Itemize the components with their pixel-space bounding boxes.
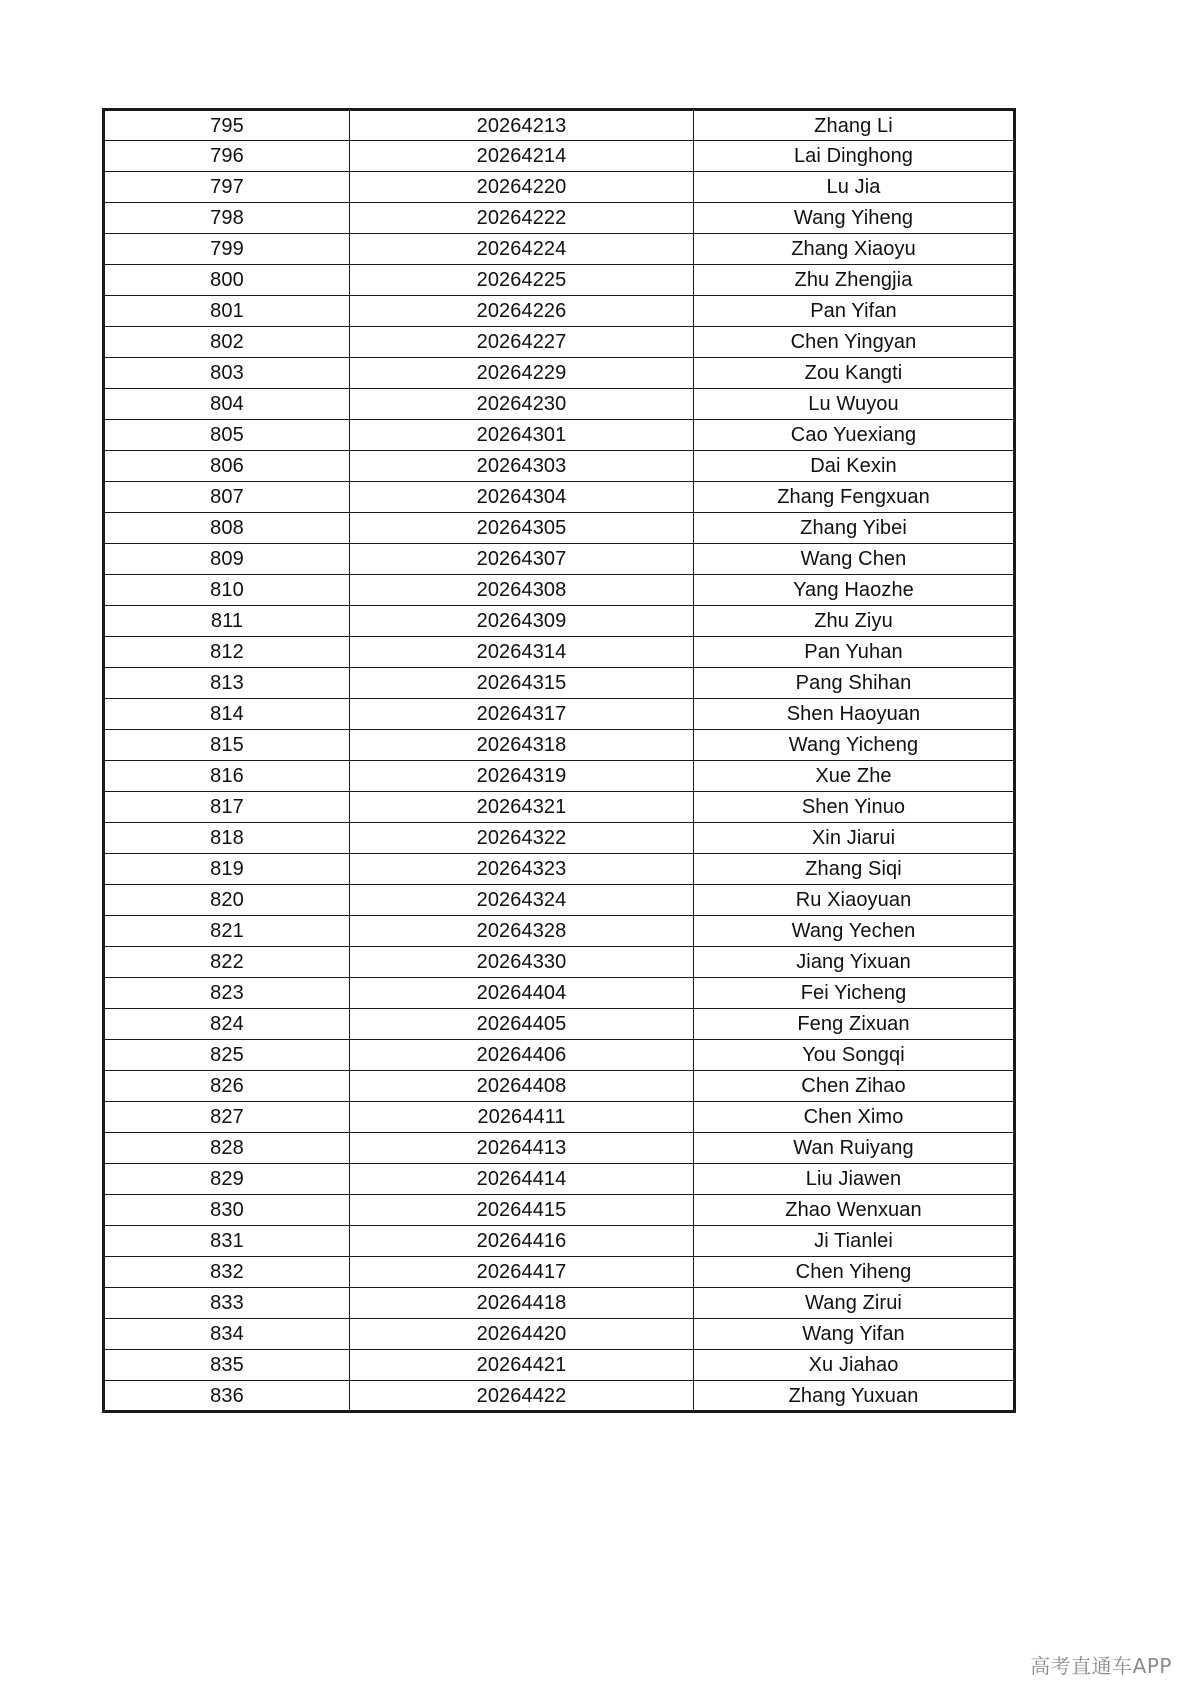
table-row <box>104 1071 1015 1102</box>
row-number-cell: 823 <box>104 978 350 1009</box>
student-id-cell: 20264220 <box>350 172 694 203</box>
table-row <box>104 1164 1015 1195</box>
row-number-cell: 808 <box>104 513 350 544</box>
student-id-cell: 20264229 <box>350 358 694 389</box>
student-name-cell: Shen Yinuo <box>694 792 1015 823</box>
row-number-cell: 805 <box>104 420 350 451</box>
student-id-cell: 20264222 <box>350 203 694 234</box>
table-row <box>104 141 1015 172</box>
student-name-cell: Wang Yechen <box>694 916 1015 947</box>
row-number-cell: 797 <box>104 172 350 203</box>
row-number-cell: 830 <box>104 1195 350 1226</box>
row-number-cell: 818 <box>104 823 350 854</box>
table-row <box>104 947 1015 978</box>
row-number-cell: 835 <box>104 1350 350 1381</box>
student-id-cell: 20264417 <box>350 1257 694 1288</box>
student-name-cell: Dai Kexin <box>694 451 1015 482</box>
row-number-cell: 799 <box>104 234 350 265</box>
table-row <box>104 823 1015 854</box>
student-name-cell: Chen Ximo <box>694 1102 1015 1133</box>
row-number-cell: 813 <box>104 668 350 699</box>
student-name-cell: Wang Yifan <box>694 1319 1015 1350</box>
student-id-cell: 20264303 <box>350 451 694 482</box>
table-row <box>104 854 1015 885</box>
student-name-cell: Lu Wuyou <box>694 389 1015 420</box>
student-id-cell: 20264420 <box>350 1319 694 1350</box>
student-name-cell: Fei Yicheng <box>694 978 1015 1009</box>
student-id-cell: 20264413 <box>350 1133 694 1164</box>
row-number-cell: 836 <box>104 1381 350 1412</box>
table-row <box>104 668 1015 699</box>
student-id-cell: 20264224 <box>350 234 694 265</box>
student-id-cell: 20264317 <box>350 699 694 730</box>
student-id-cell: 20264406 <box>350 1040 694 1071</box>
student-name-cell: Wang Yiheng <box>694 203 1015 234</box>
table-row <box>104 1195 1015 1226</box>
student-id-cell: 20264213 <box>350 110 694 141</box>
table-row <box>104 110 1015 141</box>
student-id-cell: 20264304 <box>350 482 694 513</box>
watermark-text: 高考直通车APP <box>1030 1654 1172 1678</box>
student-name-cell: Zhao Wenxuan <box>694 1195 1015 1226</box>
student-name-cell: Zhu Ziyu <box>694 606 1015 637</box>
student-id-cell: 20264321 <box>350 792 694 823</box>
row-number-cell: 829 <box>104 1164 350 1195</box>
student-id-cell: 20264324 <box>350 885 694 916</box>
student-id-cell: 20264314 <box>350 637 694 668</box>
roster-table-body <box>104 110 1015 1412</box>
student-name-cell: Pan Yifan <box>694 296 1015 327</box>
row-number-cell: 812 <box>104 637 350 668</box>
student-name-cell: Yang Haozhe <box>694 575 1015 606</box>
table-row <box>104 637 1015 668</box>
student-name-cell: Pang Shihan <box>694 668 1015 699</box>
student-id-cell: 20264319 <box>350 761 694 792</box>
student-id-cell: 20264422 <box>350 1381 694 1412</box>
student-name-cell: Zhang Yibei <box>694 513 1015 544</box>
table-row <box>104 265 1015 296</box>
row-number-cell: 811 <box>104 606 350 637</box>
student-name-cell: Zhang Yuxuan <box>694 1381 1015 1412</box>
student-id-cell: 20264418 <box>350 1288 694 1319</box>
student-name-cell: Jiang Yixuan <box>694 947 1015 978</box>
table-row <box>104 1009 1015 1040</box>
table-row <box>104 606 1015 637</box>
student-id-cell: 20264415 <box>350 1195 694 1226</box>
table-row <box>104 1288 1015 1319</box>
student-name-cell: Lai Dinghong <box>694 141 1015 172</box>
row-number-cell: 816 <box>104 761 350 792</box>
row-number-cell: 815 <box>104 730 350 761</box>
table-row <box>104 451 1015 482</box>
table-row <box>104 482 1015 513</box>
table-row <box>104 885 1015 916</box>
row-number-cell: 803 <box>104 358 350 389</box>
student-name-cell: Xu Jiahao <box>694 1350 1015 1381</box>
row-number-cell: 828 <box>104 1133 350 1164</box>
table-row <box>104 1226 1015 1257</box>
table-row <box>104 1319 1015 1350</box>
student-id-cell: 20264414 <box>350 1164 694 1195</box>
student-id-cell: 20264318 <box>350 730 694 761</box>
row-number-cell: 827 <box>104 1102 350 1133</box>
student-name-cell: Ji Tianlei <box>694 1226 1015 1257</box>
row-number-cell: 825 <box>104 1040 350 1071</box>
row-number-cell: 824 <box>104 1009 350 1040</box>
row-number-cell: 814 <box>104 699 350 730</box>
row-number-cell: 796 <box>104 141 350 172</box>
row-number-cell: 821 <box>104 916 350 947</box>
table-row <box>104 203 1015 234</box>
student-name-cell: Liu Jiawen <box>694 1164 1015 1195</box>
row-number-cell: 806 <box>104 451 350 482</box>
student-id-cell: 20264315 <box>350 668 694 699</box>
row-number-cell: 809 <box>104 544 350 575</box>
row-number-cell: 820 <box>104 885 350 916</box>
table-row <box>104 296 1015 327</box>
table-row <box>104 761 1015 792</box>
row-number-cell: 807 <box>104 482 350 513</box>
row-number-cell: 822 <box>104 947 350 978</box>
student-name-cell: Zhang Li <box>694 110 1015 141</box>
student-name-cell: Zhang Xiaoyu <box>694 234 1015 265</box>
student-name-cell: Chen Zihao <box>694 1071 1015 1102</box>
table-row <box>104 575 1015 606</box>
student-name-cell: Wang Yicheng <box>694 730 1015 761</box>
student-id-cell: 20264411 <box>350 1102 694 1133</box>
row-number-cell: 834 <box>104 1319 350 1350</box>
student-name-cell: Wang Chen <box>694 544 1015 575</box>
table-row <box>104 420 1015 451</box>
table-row <box>104 699 1015 730</box>
row-number-cell: 802 <box>104 327 350 358</box>
table-row <box>104 730 1015 761</box>
student-name-cell: Zhu Zhengjia <box>694 265 1015 296</box>
student-name-cell: Pan Yuhan <box>694 637 1015 668</box>
table-row <box>104 792 1015 823</box>
student-name-cell: Chen Yiheng <box>694 1257 1015 1288</box>
table-row <box>104 978 1015 1009</box>
student-id-cell: 20264305 <box>350 513 694 544</box>
row-number-cell: 798 <box>104 203 350 234</box>
table-row <box>104 1040 1015 1071</box>
student-id-cell: 20264227 <box>350 327 694 358</box>
table-row <box>104 1350 1015 1381</box>
student-id-cell: 20264330 <box>350 947 694 978</box>
table-row <box>104 234 1015 265</box>
row-number-cell: 819 <box>104 854 350 885</box>
student-name-cell: Lu Jia <box>694 172 1015 203</box>
table-row <box>104 544 1015 575</box>
table-row <box>104 513 1015 544</box>
student-id-cell: 20264226 <box>350 296 694 327</box>
table-row <box>104 1102 1015 1133</box>
student-name-cell: Cao Yuexiang <box>694 420 1015 451</box>
student-name-cell: Zou Kangti <box>694 358 1015 389</box>
student-id-cell: 20264421 <box>350 1350 694 1381</box>
roster-table <box>102 108 1016 1413</box>
row-number-cell: 831 <box>104 1226 350 1257</box>
student-name-cell: Wang Zirui <box>694 1288 1015 1319</box>
student-name-cell: Shen Haoyuan <box>694 699 1015 730</box>
row-number-cell: 800 <box>104 265 350 296</box>
student-name-cell: Xue Zhe <box>694 761 1015 792</box>
row-number-cell: 801 <box>104 296 350 327</box>
table-row <box>104 1133 1015 1164</box>
student-id-cell: 20264309 <box>350 606 694 637</box>
student-name-cell: Zhang Fengxuan <box>694 482 1015 513</box>
table-row <box>104 916 1015 947</box>
row-number-cell: 833 <box>104 1288 350 1319</box>
student-name-cell: Chen Yingyan <box>694 327 1015 358</box>
student-name-cell: Xin Jiarui <box>694 823 1015 854</box>
table-row <box>104 1381 1015 1412</box>
student-name-cell: Feng Zixuan <box>694 1009 1015 1040</box>
student-id-cell: 20264230 <box>350 389 694 420</box>
row-number-cell: 795 <box>104 110 350 141</box>
student-id-cell: 20264225 <box>350 265 694 296</box>
row-number-cell: 832 <box>104 1257 350 1288</box>
row-number-cell: 826 <box>104 1071 350 1102</box>
student-id-cell: 20264328 <box>350 916 694 947</box>
student-id-cell: 20264322 <box>350 823 694 854</box>
row-number-cell: 810 <box>104 575 350 606</box>
student-id-cell: 20264307 <box>350 544 694 575</box>
row-number-cell: 804 <box>104 389 350 420</box>
table-row <box>104 1257 1015 1288</box>
student-name-cell: Zhang Siqi <box>694 854 1015 885</box>
student-name-cell: Ru Xiaoyuan <box>694 885 1015 916</box>
student-id-cell: 20264405 <box>350 1009 694 1040</box>
row-number-cell: 817 <box>104 792 350 823</box>
student-id-cell: 20264416 <box>350 1226 694 1257</box>
student-name-cell: Wan Ruiyang <box>694 1133 1015 1164</box>
student-id-cell: 20264308 <box>350 575 694 606</box>
student-id-cell: 20264404 <box>350 978 694 1009</box>
table-row <box>104 327 1015 358</box>
student-id-cell: 20264408 <box>350 1071 694 1102</box>
student-id-cell: 20264301 <box>350 420 694 451</box>
table-row <box>104 358 1015 389</box>
student-name-cell: You Songqi <box>694 1040 1015 1071</box>
student-id-cell: 20264323 <box>350 854 694 885</box>
table-row <box>104 172 1015 203</box>
student-id-cell: 20264214 <box>350 141 694 172</box>
table-row <box>104 389 1015 420</box>
